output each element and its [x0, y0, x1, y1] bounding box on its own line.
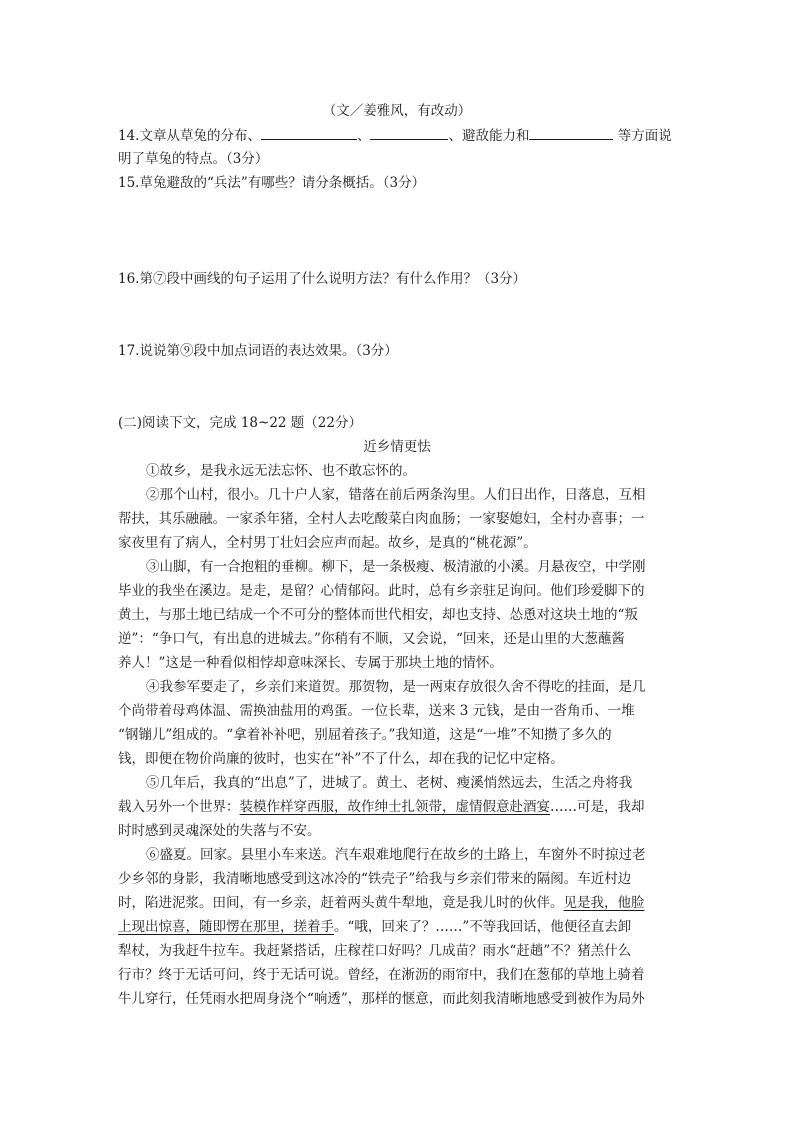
underlined-sentence-1: 装模作样穿西服，故作绅士扎领带，虚情假意赴酒宴	[239, 799, 550, 815]
answer-blank-1[interactable]	[261, 125, 357, 140]
paragraph-3-line-3: 黄土，与那土地已结成一个不可分的整体而世代相安，却也支持、怂恿对这块土地的“叛	[118, 607, 638, 623]
paragraph-5-line-3: 时时感到灵魂深处的失落与不安。	[118, 823, 321, 839]
answer-blank-2[interactable]	[370, 125, 448, 140]
source-attribution: （文／姜雅风，有改动）	[322, 103, 472, 119]
paragraph-4-line-2: 个尚带着母鸡体温、需换油盐用的鸡蛋。一位长辈，送来 3 元钱，是由一沓角币、一堆	[118, 703, 635, 719]
paragraph-3-line-4: 逆”：“争口气，有出息的进城去。”你稍有不顺，又会说，“回来，还是山里的大葱蘸酱	[118, 631, 625, 647]
question-14-text-d: 等方面说	[613, 128, 672, 144]
paragraph-4-line-4: 钱，即便在物价尚廉的彼时，也实在“补”不了什么，却在我的记忆中定格。	[118, 751, 564, 767]
question-15: 15.草兔避敌的“兵法”有哪些？请分条概括。（3分）	[118, 175, 426, 191]
section-heading: (二)阅读下文，完成 18~22 题（22分）	[118, 415, 362, 431]
paragraph-2-line-2: 帮扶，其乐融融。一家杀年猪，全村人去吃酸菜白肉血肠；一家娶媳妇，全村办喜事；一	[118, 511, 645, 527]
paragraph-6-line-4	[118, 917, 688, 937]
paragraph-6-line-6: 行市？终于无话可问，终于无话可说。曾经，在淅沥的雨帘中，我们在葱郁的草地上骑着	[118, 967, 645, 983]
paragraph-5-text: 载入另外一个世界：	[118, 799, 240, 815]
paragraph-3-line-5: 养人！”这是一种看似相悖却意味深长、专属于那块土地的情怀。	[118, 655, 503, 671]
paragraph-5-line-2	[118, 797, 688, 817]
paragraph-3-line-2: 毕业的我坐在溪边。是走，是留？心情郁闷。此时，总有乡亲驻足询问。他们珍爱脚下的	[118, 583, 645, 599]
question-14-text-c: 、避敌能力和	[448, 128, 530, 144]
underlined-sentence-2-cont: 上现出惊喜，随即愣在那里，搓着手	[118, 919, 334, 935]
paragraph-4-line-3: “钢镚儿”组成的。“拿着补补吧，别屈着孩子。”我知道，这是“一堆”不知攒了多久的	[118, 727, 612, 743]
paragraph-2-line-3: 家夜里有了病人，全村男丁壮妇会应声而起。故乡，是真的“桃花源”。	[118, 535, 537, 551]
paragraph-5-line-1: ⑤几年后，我真的“出息”了，进城了。黄土、老树、瘦溪悄然远去，生活之舟将我	[146, 775, 633, 791]
paragraph-6-line-1: ⑥盛夏。回家。县里小车来送。汽车艰难地爬行在故乡的土路上，车窗外不时掠过老	[146, 847, 646, 863]
paragraph-6-line-5: 犁杖，为我赶牛拉车。我赶紧搭话，庄稼茬口好吗？几成苗？雨水“赶趟”不？猪羔什么	[118, 943, 632, 959]
paragraph-6-line-7: 牛儿穿行，任凭雨水把周身浇个“响透”，那样的惬意，而此刻我清晰地感受到被作为局外	[118, 991, 645, 1007]
paragraph-6-line-3	[118, 893, 688, 913]
paragraph-6-text: 时，陷进泥浆。田间，有一乡亲，赶着两头黄牛犁地，竟是我儿时的伙伴。	[118, 895, 564, 911]
question-14-line-1	[118, 125, 688, 146]
paragraph-4-line-1: ④我参军要走了，乡亲们来道贺。那贺物，是一两束存放很久舍不得吃的挂面，是几	[146, 679, 646, 695]
paragraph-3-line-1: ③山脚，有一合抱粗的垂柳。柳下，是一条极瘦、极清澈的小溪。月悬夜空，中学刚	[146, 559, 646, 575]
paragraph-5-text: ……可是，我却	[550, 799, 645, 815]
paragraph-1: ①故乡，是我永远无法忘怀、也不敢忘怀的。	[146, 463, 416, 479]
question-14-line-2: 明了草兔的特点。（3分）	[118, 151, 269, 167]
underlined-sentence-2: 见是我，他脸	[563, 895, 645, 911]
paragraph-6-text: 。“哦，回来了？……”不等我回话，他便径直去卸	[334, 919, 632, 935]
essay-title: 近乡情更怯	[363, 439, 431, 455]
question-14-text-b: 、	[356, 128, 371, 144]
question-16: 16.第⑦段中画线的句子运用了什么说明方法？有什么作用？（3分）	[118, 271, 527, 287]
question-14-text-a: 14.文章从草兔的分布、	[118, 128, 261, 144]
paragraph-6-line-2: 少乡邻的身影，我清晰地感受到这冰冷的“铁壳子”给我与乡亲们带来的隔阂。车近村边	[118, 871, 632, 887]
paragraph-2-line-1: ②那个山村，很小。几十户人家，错落在前后两条沟里。人们日出作，日落息，互相	[146, 487, 646, 503]
answer-blank-3[interactable]	[529, 125, 613, 140]
question-17: 17.说说第⑨段中加点词语的表达效果。（3分）	[118, 343, 398, 359]
